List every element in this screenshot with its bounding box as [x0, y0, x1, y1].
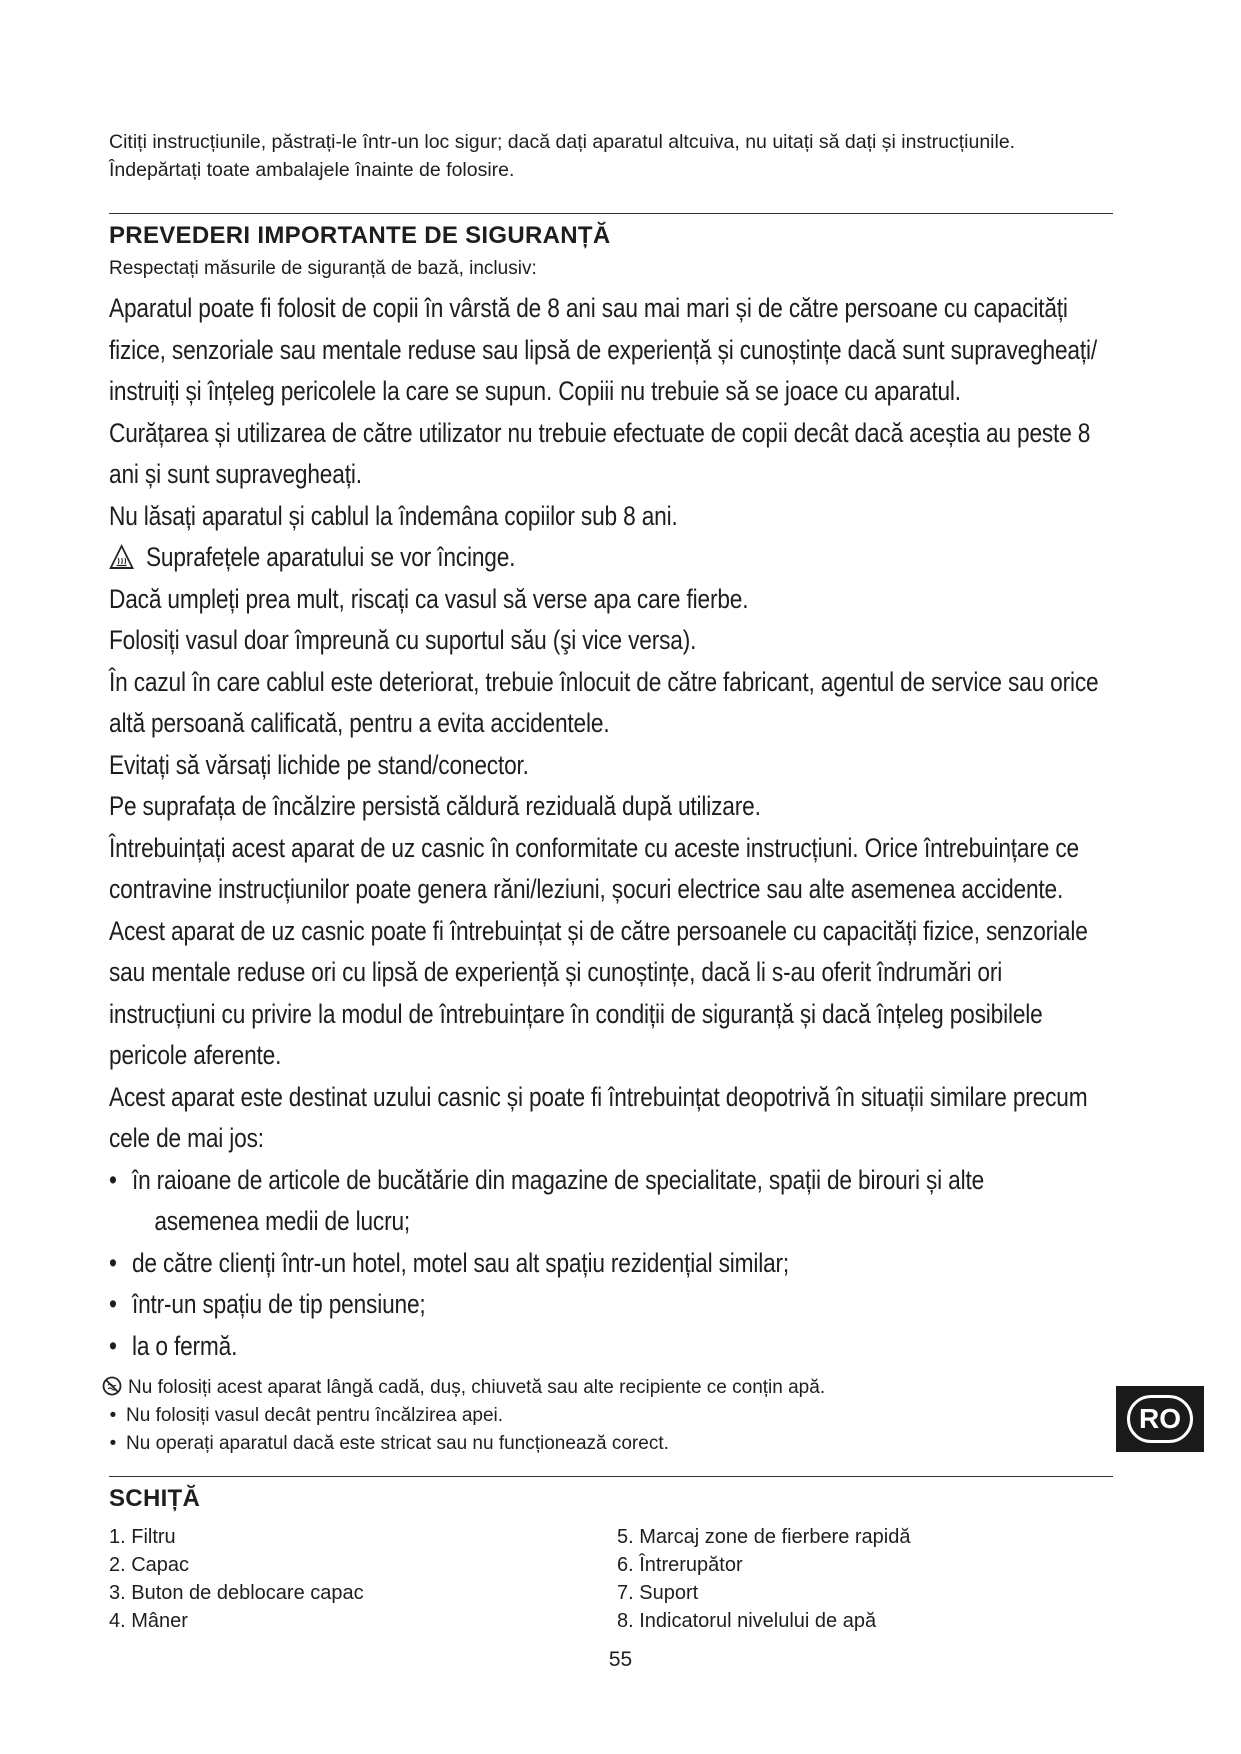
intro-text	[109, 128, 1119, 184]
language-badge-label: RO	[1127, 1395, 1193, 1443]
part-item: 2. Capac	[109, 1554, 190, 1576]
safety-line: Curățarea și utilizarea de către utilizator nu trebuie efectuate de copii decât dacă aceștia au peste 8	[109, 417, 1091, 448]
part-item: 8. Indicatorul nivelului de apă	[617, 1610, 877, 1632]
bullet-dot: •	[109, 1289, 117, 1319]
parts-list-left	[109, 1523, 364, 1635]
part-item: 1. Filtru	[109, 1526, 176, 1548]
bullet-dot: •	[109, 1164, 117, 1195]
safety-line: ani și sunt supravegheați.	[109, 459, 362, 489]
safety-heading: PREVEDERI IMPORTANTE DE SIGURANȚĂ	[109, 222, 611, 249]
bullet-dot: •	[109, 1330, 117, 1361]
part-item: 4. Mâner	[109, 1610, 188, 1632]
safety-instructions	[109, 288, 1130, 1367]
warning-text: Nu folosiți vasul decât pentru încălzirea apei.	[126, 1405, 504, 1426]
safety-line: cele de mai jos:	[109, 1123, 264, 1153]
safety-line: instruiți și înțeleg pericolele la care se supun. Copiii nu trebuie să se joace cu aparatul.	[109, 376, 961, 406]
list-item	[100, 1374, 825, 1402]
safety-line: Evitați să vărsați lichide pe stand/conector.	[109, 749, 529, 780]
bullet-text-continued: asemenea medii de lucru;	[154, 1206, 411, 1236]
safety-line: instrucțiuni cu privire la modul de întrebuințare în condiții de siguranță și dacă înțeleg posibilele	[109, 998, 1043, 1029]
list-item	[109, 1326, 1130, 1368]
divider-bottom	[109, 1476, 1113, 1477]
list-item	[109, 1243, 1130, 1285]
page-number: 55	[608, 1648, 633, 1671]
safety-line: Aparatul poate fi folosit de copii în vârstă de 8 ani sau mai mari și de către persoane cu capacități	[109, 293, 1068, 323]
hot-surface-warning	[109, 537, 1130, 579]
part-item: 6. Întrerupător	[617, 1554, 743, 1576]
intro-line-2: Îndepărtați toate ambalajele înainte de folosire.	[109, 159, 515, 181]
warning-text: Nu folosiți acest aparat lângă cadă, duș, chiuvetă sau alte recipiente ce conțin apă.	[128, 1377, 826, 1398]
safety-line: Folosiți vasul doar împreună cu suportul său (şi vice versa).	[109, 625, 697, 655]
small-warnings	[100, 1374, 825, 1458]
safety-line: Dacă umpleți prea mult, riscați ca vasul să verse apa care fierbe.	[109, 583, 749, 614]
part-item: 7. Suport	[617, 1582, 699, 1604]
bullet-dot: •	[109, 1247, 117, 1278]
safety-line: contravine instrucțiunilor poate genera răni/leziuni, șocuri electrice sau alte asemenea accidente.	[109, 874, 1064, 904]
list-item	[100, 1402, 825, 1430]
safety-line: pericole aferente.	[109, 1040, 282, 1070]
parts-list-right	[617, 1523, 911, 1635]
safety-line: Pe suprafața de încălzire persistă căldură reziduală după utilizare.	[109, 791, 761, 821]
safety-line: sau mentale reduse ori cu lipsă de experiență și cunoștințe, dacă li s-au oferit îndrumări ori	[109, 957, 1003, 987]
divider-top	[109, 213, 1113, 214]
bullet-text: la o fermă.	[131, 1330, 238, 1361]
bullet-text: de către clienți într-un hotel, motel sau alt spațiu rezidențial similar;	[131, 1247, 790, 1278]
bullet-dot: •	[109, 1433, 117, 1454]
safety-line: altă persoană calificată, pentru a evita accidentele.	[109, 708, 610, 738]
safety-subheading: Respectați măsurile de siguranță de bază, inclusiv:	[109, 258, 537, 279]
no-water-prohibition-icon	[102, 1376, 122, 1396]
list-item	[109, 1284, 1130, 1326]
list-item	[100, 1430, 825, 1458]
warning-text: Nu operați aparatul dacă este stricat sau nu funcționează corect.	[126, 1433, 669, 1454]
safety-line: Suprafețele aparatului se vor încinge.	[145, 542, 516, 572]
language-badge	[1116, 1386, 1204, 1452]
intro-line-1: Citiți instrucțiunile, păstrați-le într-un loc sigur; dacă dați aparatul altcuiva, nu uitați să dați și instrucțiunile.	[109, 131, 1016, 153]
safety-line: Nu lăsați aparatul și cablul la îndemâna copiilor sub 8 ani.	[109, 500, 678, 531]
safety-line: În cazul în care cablul este deteriorat, trebuie înlocuit de către fabricant, agentul de service sau orice	[109, 666, 1099, 697]
sketch-heading: SCHIȚĂ	[109, 1485, 201, 1512]
hot-surface-warning-icon	[109, 544, 134, 570]
safety-line: Întrebuințați acest aparat de uz casnic în conformitate cu aceste instrucțiuni. Orice întrebuințare ce	[109, 832, 1079, 863]
part-item: 5. Marcaj zone de fierbere rapidă	[617, 1526, 911, 1548]
bullet-text: în raioane de articole de bucătărie din magazine de specialitate, spații de birouri și alte	[131, 1164, 985, 1195]
part-item: 3. Buton de deblocare capac	[109, 1582, 364, 1604]
bullet-text: într-un spațiu de tip pensiune;	[131, 1289, 426, 1319]
safety-line: fizice, senzoriale sau mentale reduse sau lipsă de experiență și cunoștințe dacă sunt supravegheați/	[109, 334, 1098, 365]
list-item	[109, 1160, 1130, 1243]
safety-line: Acest aparat este destinat uzului casnic și poate fi întrebuințat deopotrivă în situații similare precum	[109, 1081, 1088, 1112]
safety-line: Acest aparat de uz casnic poate fi întrebuințat și de către persoanele cu capacități fizice, senzoriale	[109, 915, 1088, 946]
bullet-dot: •	[109, 1405, 117, 1426]
